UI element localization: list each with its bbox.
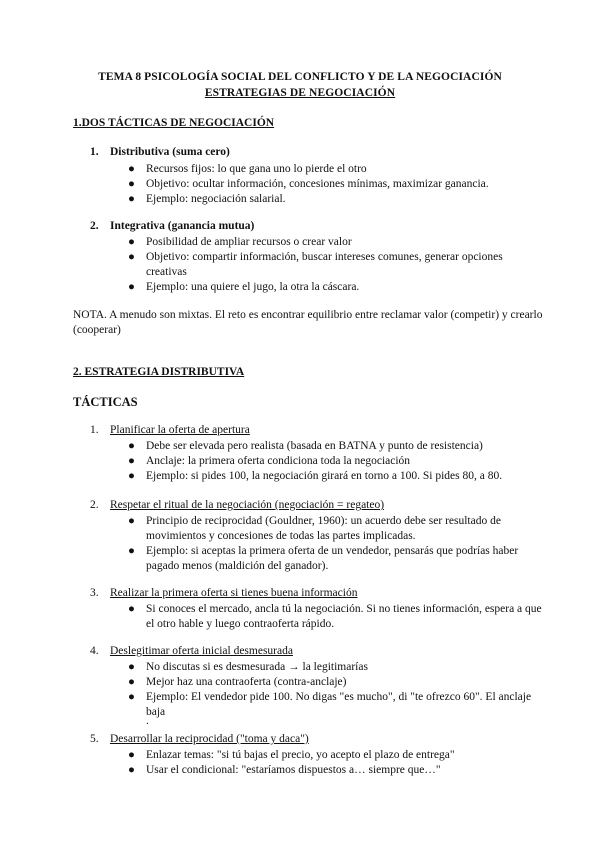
note-line-1: NOTA. A menudo son mixtas. El reto es encontrar equilibrio entre reclamar valor (competir) y crearlo [73, 309, 543, 321]
list-item-text: Enlazar temas: "si tú bajas el precio, yo acepto el plazo de entrega" [146, 749, 455, 761]
bullet-icon: ● [128, 603, 135, 615]
list-item-text: No discutas si es desmesurada → la legitimarías [146, 661, 368, 673]
list-number: 5. [90, 733, 99, 745]
list-number: 2. [90, 499, 99, 511]
list-item-text: Mejor haz una contraoferta (contra-anclaje) [146, 676, 347, 688]
stray-dot: . [146, 715, 149, 727]
bullet-icon: ● [128, 470, 135, 482]
tactic-label-integrativa: Integrativa (ganancia mutua) [110, 220, 255, 232]
bullet-icon: ● [128, 749, 135, 761]
tacticas-heading: TÁCTICAS [73, 395, 138, 409]
list-item-text: Principio de reciprocidad (Gouldner, 1960): un acuerdo debe ser resultado de [146, 515, 501, 527]
list-item-text: Debe ser elevada pero realista (basada en BATNA y punto de resistencia) [146, 440, 483, 452]
tactic-label-4: Deslegitimar oferta inicial desmesurada [110, 645, 293, 657]
bullet-icon: ● [128, 281, 135, 293]
bullet-icon: ● [128, 455, 135, 467]
doc-title-line2: ESTRATEGIAS DE NEGOCIACIÓN [204, 87, 396, 99]
list-item-text: Objetivo: compartir información, buscar intereses comunes, generar opciones [146, 251, 503, 263]
list-item-text: Anclaje: la primera oferta condiciona toda la negociación [146, 455, 411, 467]
bullet-icon: ● [128, 163, 135, 175]
list-item-text: movimientos y concesiones de todas las partes implicadas. [146, 530, 416, 542]
tactic-label-1: Planificar la oferta de apertura [110, 424, 250, 436]
list-item-text: Ejemplo: El vendedor pide 100. No digas "es mucho", di "te ofrezco 60". El anclaje [146, 691, 532, 703]
bullet-icon: ● [128, 193, 135, 205]
bullet-icon: ● [128, 764, 135, 776]
list-item-text: Ejemplo: una quiere el jugo, la otra la cáscara. [146, 281, 360, 293]
tactic-label-3: Realizar la primera oferta si tienes buena información [110, 587, 358, 599]
bullet-icon: ● [128, 691, 135, 703]
list-item-text: Posibilidad de ampliar recursos o crear valor [146, 236, 352, 248]
bullet-icon: ● [128, 545, 135, 557]
section-heading-2: 2. ESTRATEGIA DISTRIBUTIVA [73, 366, 245, 378]
tactic-label-5: Desarrollar la reciprocidad ("toma y daca") [110, 733, 309, 745]
list-number: 4. [90, 645, 99, 657]
bullet-icon: ● [128, 440, 135, 452]
list-number: 2. [90, 220, 99, 232]
bullet-icon: ● [128, 251, 135, 263]
bullet-icon: ● [128, 515, 135, 527]
list-number: 1. [90, 424, 99, 436]
bullet-icon: ● [128, 178, 135, 190]
note-line-2: (cooperar) [73, 324, 121, 336]
list-item-text: Ejemplo: si aceptas la primera oferta de un vendedor, pensarás que podrías haber [146, 545, 519, 557]
list-item-text: Ejemplo: si pides 100, la negociación girará en torno a 100. Si pides 80, a 80. [146, 470, 503, 482]
list-item-text: Objetivo: ocultar información, concesiones mínimas, maximizar ganancia. [146, 178, 489, 190]
list-number: 3. [90, 587, 99, 599]
list-number: 1. [90, 146, 99, 158]
tactic-label-2: Respetar el ritual de la negociación (negociación = regateo) [110, 499, 385, 511]
list-item-text: pagado menos (maldición del ganador). [146, 560, 329, 572]
list-item-text: creativas [146, 266, 187, 278]
bullet-icon: ● [128, 236, 135, 248]
section-heading-1: 1.DOS TÁCTICAS DE NEGOCIACIÓN [73, 117, 275, 129]
list-item-text: el otro hable y luego contraoferta rápido. [146, 618, 335, 630]
bullet-icon: ● [128, 661, 135, 673]
doc-title-line1: TEMA 8 PSICOLOGÍA SOCIAL DEL CONFLICTO Y DE LA NEGOCIACIÓN [98, 71, 502, 83]
bullet-icon: ● [128, 676, 135, 688]
list-item-text: Recursos fijos: lo que gana uno lo pierde el otro [146, 163, 367, 175]
list-item-text: Ejemplo: negociación salarial. [146, 193, 286, 205]
tactic-label-distributiva: Distributiva (suma cero) [110, 146, 230, 158]
list-item-text: Usar el condicional: "estaríamos dispuestos a… siempre que…" [146, 764, 441, 776]
list-item-text: Si conoces el mercado, ancla tú la negociación. Si no tienes información, espera a que [146, 603, 542, 615]
list-item-text: baja [146, 706, 166, 718]
